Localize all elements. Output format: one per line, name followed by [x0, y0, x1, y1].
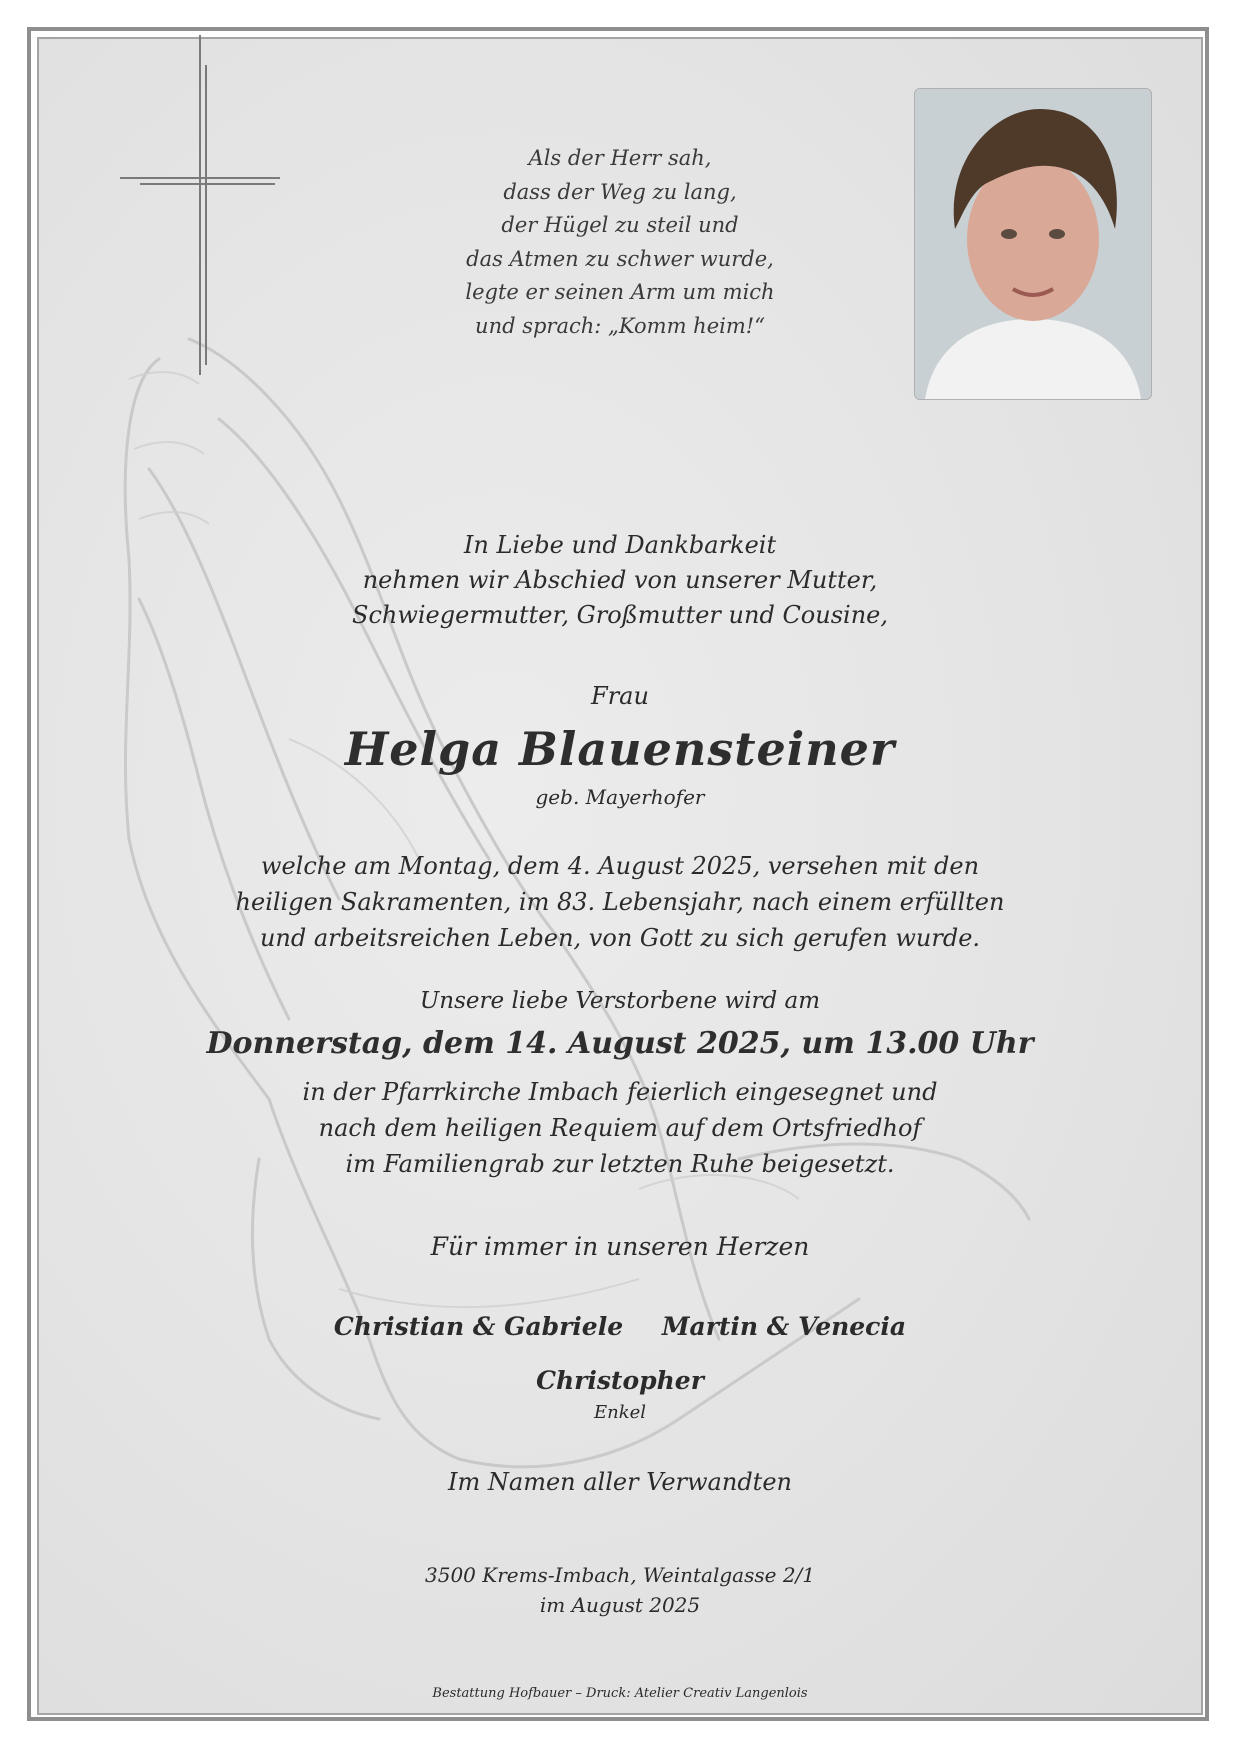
mourner-family: Martin & Venecia: [661, 1312, 907, 1341]
footer-credits: Bestattung Hofbauer – Druck: Atelier Creativ Langenlois: [432, 1686, 808, 1701]
funeral-details-line: nach dem heiligen Requiem auf dem Ortsfriedhof: [318, 1114, 922, 1142]
poem-line: das Atmen zu schwer wurde,: [466, 246, 774, 271]
grandchild-name: Christopher: [536, 1366, 704, 1395]
poem-line: dass der Weg zu lang,: [503, 179, 737, 204]
poem-line: der Hügel zu steil und: [501, 213, 739, 237]
funeral-date: Donnerstag, dem 14. August 2025, um 13.00 Uhr: [206, 1026, 1034, 1061]
poem-line: Als der Herr sah,: [528, 146, 712, 170]
address-block: [0, 1560, 1240, 1620]
salutation: Frau: [591, 682, 649, 710]
grandchild-role: Enkel: [593, 1402, 647, 1423]
deceased-name: Helga Blauensteiner: [344, 722, 896, 776]
address-date: im August 2025: [539, 1593, 701, 1617]
death-notice-line: und arbeitsreichen Leben, von Gott zu sich gerufen wurde.: [259, 924, 981, 952]
intro-line: In Liebe und Dankbarkeit: [463, 531, 777, 559]
maiden-name: geb. Mayerhofer: [535, 785, 705, 809]
closing-line: Für immer in unseren Herzen: [430, 1232, 810, 1261]
address-line: 3500 Krems-Imbach, Weintalgasse 2/1: [425, 1563, 815, 1587]
poem-line: und sprach: „Komm heim!“: [475, 313, 765, 338]
intro-text: [0, 528, 1240, 633]
mourner-families: [0, 1312, 1240, 1341]
intro-line: nehmen wir Abschied von unserer Mutter,: [362, 566, 878, 594]
death-notice: [0, 848, 1240, 956]
poem: [0, 142, 1240, 343]
death-notice-line: heiligen Sakramenten, im 83. Lebensjahr, nach einem erfüllten: [235, 888, 1005, 916]
mourner-family: Christian & Gabriele: [333, 1312, 624, 1341]
intro-line: Schwiegermutter, Großmutter und Cousine,: [352, 601, 888, 629]
funeral-details-line: im Familiengrab zur letzten Ruhe beigesetzt.: [345, 1150, 895, 1178]
death-notice-line: welche am Montag, dem 4. August 2025, versehen mit den: [260, 852, 980, 880]
funeral-details: [0, 1074, 1240, 1182]
relatives-line: Im Namen aller Verwandten: [448, 1468, 792, 1496]
funeral-details-line: in der Pfarrkirche Imbach feierlich eingesegnet und: [302, 1078, 938, 1106]
poem-line: legte er seinen Arm um mich: [465, 280, 775, 304]
funeral-intro: Unsere liebe Verstorbene wird am: [419, 988, 821, 1014]
